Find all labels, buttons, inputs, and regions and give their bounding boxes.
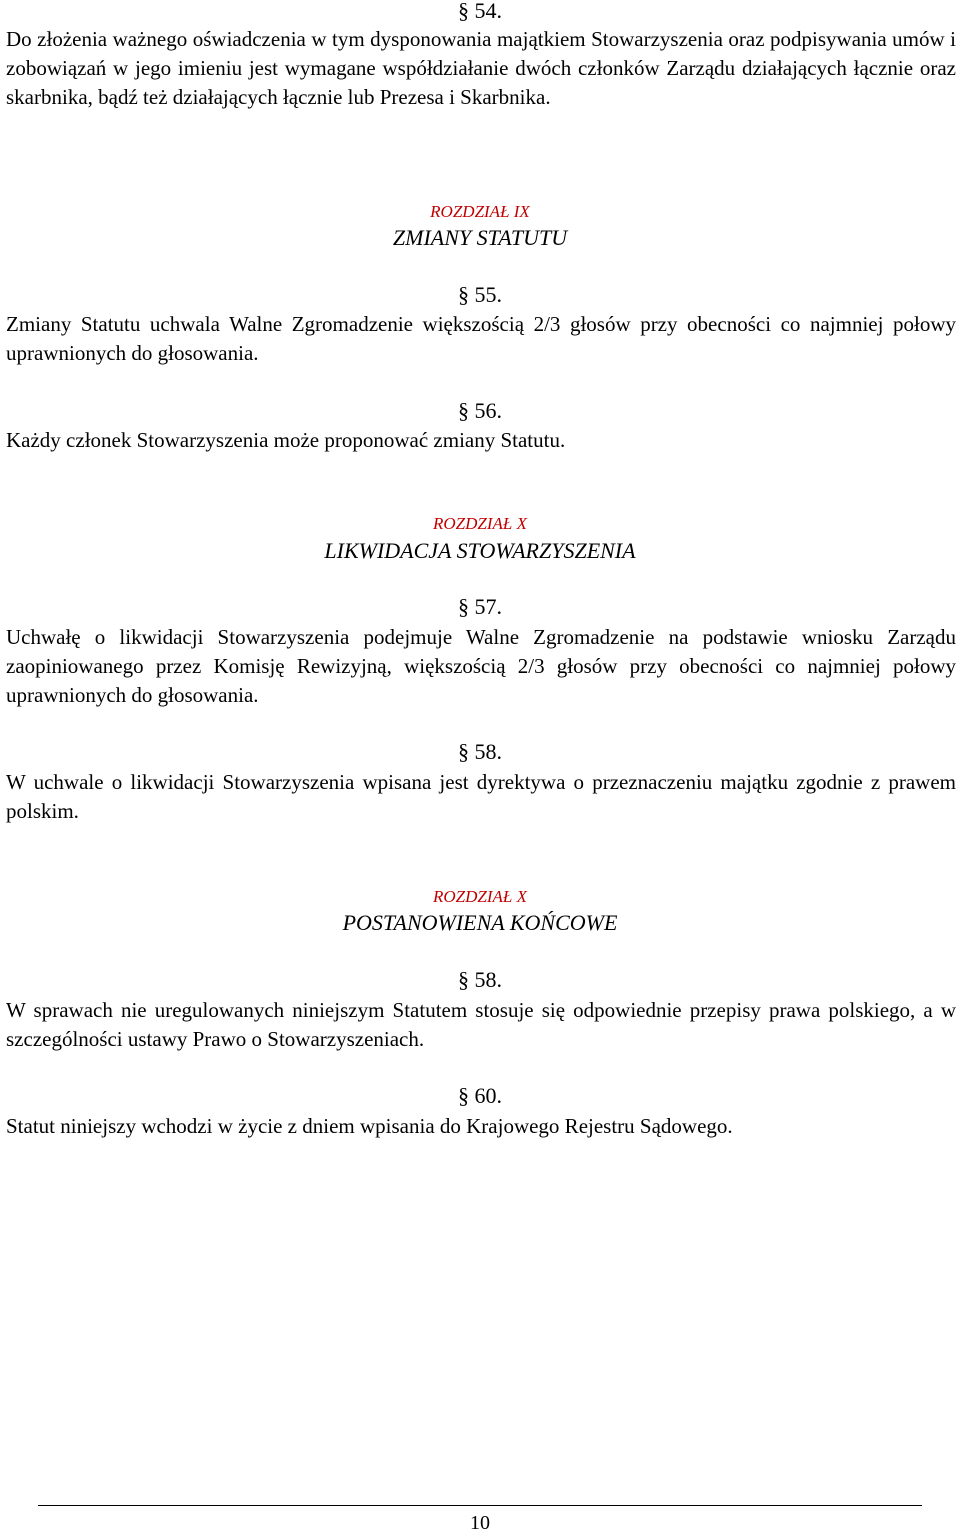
section-55-mark: § 55. (458, 282, 502, 307)
chapter-10b-title: POSTANOWIENA KOŃCOWE (342, 910, 618, 935)
chapter-9-label: ROZDZIAŁ IX (430, 202, 530, 221)
footer-rule (38, 1505, 922, 1506)
chapter-10-title: LIKWIDACJA STOWARZYSZENIA (324, 538, 636, 563)
section-58a-text: W uchwale o likwidacji Stowarzyszenia wpisana jest dyrektywa o przeznaczeniu majątku zgodnie z prawem polskim. (6, 770, 956, 823)
section-60 (6, 1112, 956, 1141)
chapter-10b-label: ROZDZIAŁ X (433, 887, 527, 906)
chapter-10-label: ROZDZIAŁ X (433, 514, 527, 533)
section-57 (6, 623, 956, 710)
section-57-text: Uchwałę o likwidacji Stowarzyszenia podejmuje Walne Zgromadzenie na podstawie wniosku Zarządu zaopiniowanego przez Komisję Rewizyjną, większością 2/3 głosów przy obecności co najmniej połowy uprawnionych do głosowania. (6, 625, 956, 707)
section-58a-mark: § 58. (458, 739, 502, 764)
section-60-text: Statut niniejszy wchodzi w życie z dniem wpisania do Krajowego Rejestru Sądowego. (6, 1114, 733, 1138)
section-60-mark: § 60. (458, 1083, 502, 1108)
section-58b-mark: § 58. (458, 967, 502, 992)
section-55 (6, 310, 956, 368)
page-number: 10 (470, 1512, 490, 1534)
section-58a (6, 768, 956, 826)
section-56-text: Każdy członek Stowarzyszenia może proponować zmiany Statutu. (6, 428, 566, 452)
section-54-mark: § 54. (458, 0, 502, 23)
section-58b (6, 996, 956, 1054)
section-54-text: Do złożenia ważnego oświadczenia w tym dysponowania majątkiem Stowarzyszenia oraz podpisywania umów i zobowiązań w jego imieniu jest wymagane współdziałanie dwóch członków Zarządu działających łącznie oraz skarbnika, bądź też działających łącznie lub Prezesa i Skarbnika. (6, 27, 956, 109)
section-55-text: Zmiany Statutu uchwala Walne Zgromadzenie większością 2/3 głosów przy obecności co najmniej połowy uprawnionych do głosowania. (6, 312, 956, 365)
section-56 (6, 426, 956, 455)
section-56-mark: § 56. (458, 398, 502, 423)
chapter-9-title: ZMIANY STATUTU (392, 225, 568, 250)
section-57-mark: § 57. (458, 594, 502, 619)
section-54 (6, 25, 956, 112)
section-58b-text: W sprawach nie uregulowanych niniejszym Statutem stosuje się odpowiednie przepisy prawa polskiego, a w szczególności ustawy Prawo o Stowarzyszeniach. (6, 998, 956, 1051)
